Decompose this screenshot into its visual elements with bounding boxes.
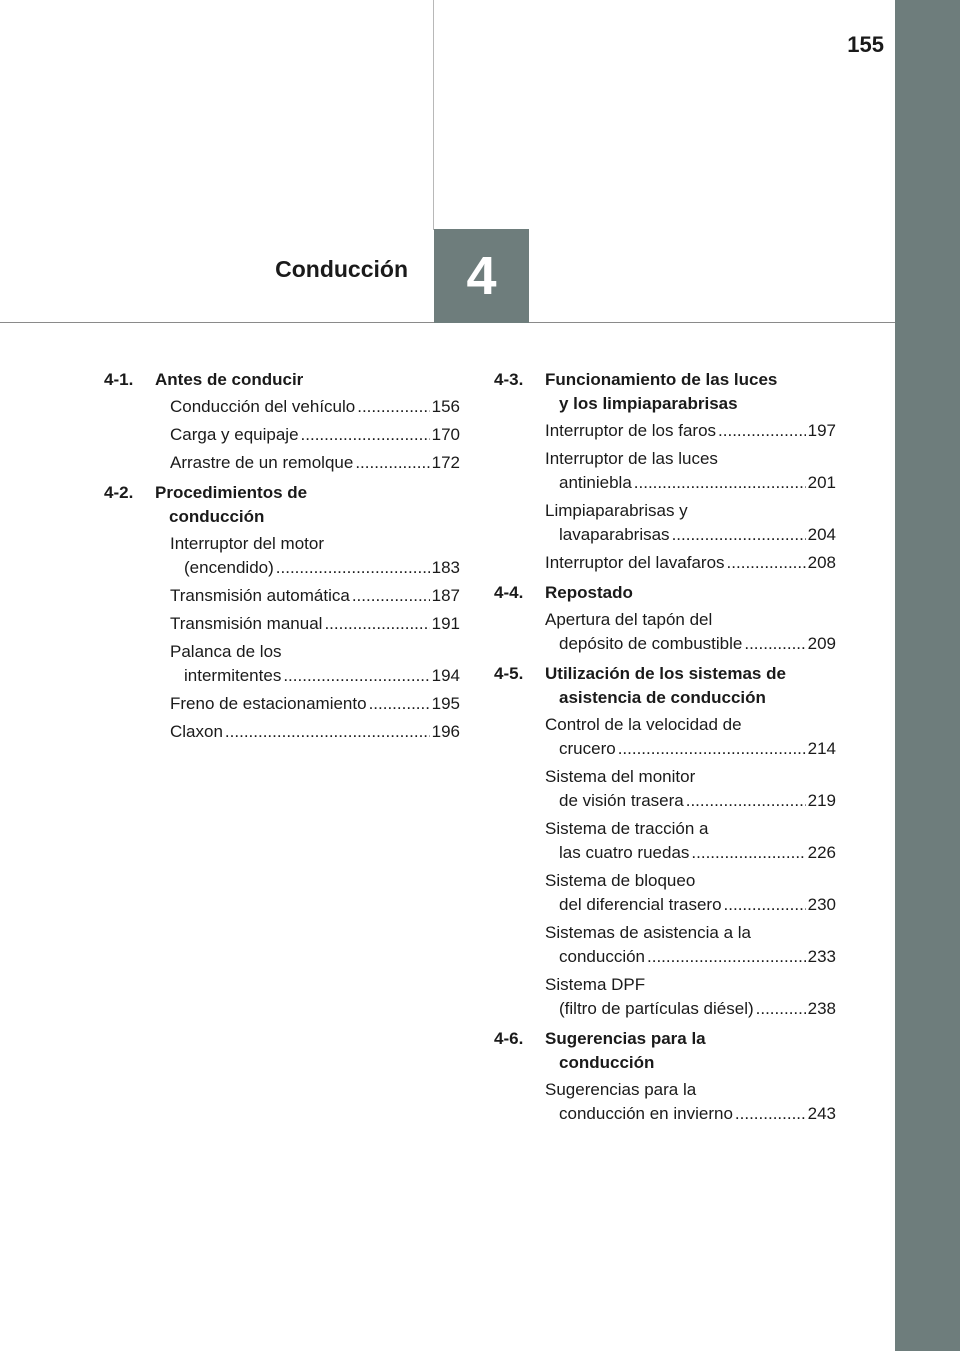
- section-title: [155, 481, 460, 529]
- toc-entry[interactable]: [545, 973, 836, 1021]
- section-title-line: Antes de conducir: [155, 370, 304, 389]
- section-title-line: Procedimientos de: [155, 483, 308, 502]
- dot-leader: [691, 841, 805, 865]
- entry-page-number[interactable]: 191: [431, 614, 460, 633]
- entry-text: Interruptor de las luces: [545, 449, 718, 468]
- section-title: [545, 1027, 836, 1075]
- entry-text: Sistema de tracción a: [545, 819, 709, 838]
- entry-page-number[interactable]: 197: [807, 421, 836, 440]
- entry-text: Limpiaparabrisas y: [545, 501, 688, 520]
- entry-page-number[interactable]: 196: [431, 722, 460, 741]
- entry-leader-row: [545, 737, 836, 761]
- dot-leader: [618, 737, 806, 761]
- toc-entry[interactable]: [545, 499, 836, 547]
- chapter-number-tab: [434, 229, 529, 323]
- entry-leader-row: [170, 395, 460, 419]
- entry-text: (encendido): [184, 558, 274, 577]
- entry-page-number[interactable]: 243: [807, 1104, 836, 1123]
- entry-text: intermitentes: [184, 666, 282, 685]
- section-number: 4-2.: [104, 483, 134, 502]
- toc-section: [494, 662, 836, 1021]
- entry-page-number[interactable]: 214: [807, 739, 836, 758]
- section-heading: [494, 1027, 836, 1075]
- entry-text: lavaparabrisas: [559, 525, 670, 544]
- entry-leader-row: [545, 945, 836, 969]
- entry-text: conducción en invierno: [559, 1104, 733, 1123]
- section-title: [545, 581, 836, 605]
- entry-text: Control de la velocidad de: [545, 715, 742, 734]
- section-title-line: y los limpiaparabrisas: [559, 394, 738, 413]
- entry-page-number[interactable]: 219: [807, 791, 836, 810]
- entry-leader-row: [170, 612, 460, 636]
- entry-page-number[interactable]: 187: [431, 586, 460, 605]
- section-title-line: Sugerencias para la: [545, 1029, 706, 1048]
- toc-entry[interactable]: [545, 1078, 836, 1126]
- entry-leader-row: [170, 664, 460, 688]
- dot-leader: [634, 471, 806, 495]
- entry-leader-row: [545, 841, 836, 865]
- entry-text: Conducción del vehículo: [170, 397, 356, 416]
- entry-page-number[interactable]: 238: [807, 999, 836, 1018]
- toc-entry[interactable]: [170, 532, 460, 580]
- side-tab-band: [895, 0, 960, 1351]
- entry-text: Sistema del monitor: [545, 767, 696, 786]
- entry-text: Transmisión manual: [170, 614, 323, 633]
- section-title: [545, 662, 836, 710]
- entry-text: conducción: [559, 947, 646, 966]
- entry-page-number[interactable]: 183: [431, 558, 460, 577]
- entry-page-number[interactable]: 230: [807, 895, 836, 914]
- dot-leader: [672, 523, 806, 547]
- section-heading: [494, 368, 836, 416]
- toc-section: [104, 368, 460, 475]
- section-heading: [104, 481, 460, 529]
- section-number: 4-1.: [104, 370, 134, 389]
- toc-entry[interactable]: [545, 765, 836, 813]
- toc-entry[interactable]: [545, 608, 836, 656]
- entry-leader-row: [170, 423, 460, 447]
- toc-entry[interactable]: [545, 817, 836, 865]
- entry-page-number[interactable]: 194: [431, 666, 460, 685]
- toc-entry[interactable]: [545, 551, 836, 575]
- chapter-title: Conducción: [275, 256, 408, 282]
- dot-leader: [355, 451, 429, 475]
- entry-text: las cuatro ruedas: [559, 843, 690, 862]
- vertical-rule: [433, 0, 434, 230]
- toc-entry[interactable]: [170, 451, 460, 475]
- entry-text: Interruptor del motor: [170, 534, 325, 553]
- entry-leader-row: [170, 556, 460, 580]
- dot-leader: [724, 893, 806, 917]
- entry-leader-row: [545, 551, 836, 575]
- entry-text: Palanca de los: [170, 642, 282, 661]
- entry-leader-row: [545, 419, 836, 443]
- section-title-line: conducción: [169, 507, 265, 526]
- dot-leader: [744, 632, 805, 656]
- entry-text: Interruptor de los faros: [545, 421, 717, 440]
- section-title-line: asistencia de conducción: [559, 688, 766, 707]
- entry-page-number[interactable]: 209: [807, 634, 836, 653]
- toc-entry[interactable]: [170, 612, 460, 636]
- toc-section: [104, 481, 460, 744]
- entry-page-number[interactable]: 233: [807, 947, 836, 966]
- entry-leader-row: [545, 523, 836, 547]
- section-title-line: Funcionamiento de las luces: [545, 370, 778, 389]
- entry-leader-row: [170, 720, 460, 744]
- entry-text: Carga y equipaje: [170, 425, 299, 444]
- entry-page-number[interactable]: 201: [807, 473, 836, 492]
- dot-leader: [686, 789, 806, 813]
- section-number: 4-5.: [494, 664, 524, 683]
- entry-leader-row: [545, 893, 836, 917]
- dot-leader: [225, 720, 430, 744]
- section-heading: [494, 581, 836, 605]
- entry-text: depósito de combustible: [559, 634, 743, 653]
- section-title-line: conducción: [559, 1053, 655, 1072]
- entry-leader-row: [170, 692, 460, 716]
- toc-entry[interactable]: [545, 713, 836, 761]
- entry-text: Arrastre de un remolque: [170, 453, 354, 472]
- entry-leader-row: [170, 584, 460, 608]
- toc-column-right: [494, 368, 836, 1132]
- dot-leader: [276, 556, 430, 580]
- section-title-line: Repostado: [545, 583, 633, 602]
- toc-entry[interactable]: [545, 921, 836, 969]
- entry-text: Sistemas de asistencia a la: [545, 923, 751, 942]
- entry-page-number[interactable]: 195: [431, 694, 460, 713]
- entry-page-number[interactable]: 156: [431, 397, 460, 416]
- section-title: [155, 368, 460, 392]
- toc-entry[interactable]: [170, 692, 460, 716]
- section-heading: [104, 368, 460, 392]
- section-heading: [494, 662, 836, 710]
- toc-column-left: [104, 368, 460, 750]
- dot-leader: [283, 664, 429, 688]
- entry-text: Claxon: [170, 722, 223, 741]
- entry-text: Freno de estacionamiento: [170, 694, 367, 713]
- entry-text: Apertura del tapón del: [545, 610, 713, 629]
- toc-entry[interactable]: [545, 447, 836, 495]
- dot-leader: [756, 997, 806, 1021]
- entry-text: del diferencial trasero: [559, 895, 722, 914]
- entry-leader-row: [545, 471, 836, 495]
- toc-entry[interactable]: [170, 720, 460, 744]
- dot-leader: [324, 612, 429, 636]
- entry-text: Sistema DPF: [545, 975, 646, 994]
- toc-entry[interactable]: [170, 395, 460, 419]
- entry-text: Sistema de bloqueo: [545, 871, 696, 890]
- entry-text: (filtro de partículas diésel): [559, 999, 754, 1018]
- entry-text: Sugerencias para la: [545, 1080, 697, 1099]
- entry-leader-row: [545, 789, 836, 813]
- entry-text: Interruptor del lavafaros: [545, 553, 725, 572]
- entry-leader-row: [545, 632, 836, 656]
- entry-text: de visión trasera: [559, 791, 684, 810]
- dot-leader: [727, 551, 806, 575]
- entry-page-number[interactable]: 204: [807, 525, 836, 544]
- toc-entry[interactable]: [545, 419, 836, 443]
- chapter-number: 4: [466, 246, 497, 306]
- dot-leader: [647, 945, 806, 969]
- dot-leader: [357, 395, 429, 419]
- entry-leader-row: [545, 997, 836, 1021]
- entry-page-number[interactable]: 170: [431, 425, 460, 444]
- section-title: [545, 368, 836, 416]
- page-number: 155: [847, 32, 884, 57]
- section-number: 4-3.: [494, 370, 524, 389]
- entry-page-number[interactable]: 172: [431, 453, 460, 472]
- entry-text: Transmisión automática: [170, 586, 350, 605]
- toc-entry[interactable]: [170, 584, 460, 608]
- toc-entry[interactable]: [545, 869, 836, 917]
- entry-leader-row: [545, 1102, 836, 1126]
- toc-section: [494, 581, 836, 656]
- section-title-line: Utilización de los sistemas de: [545, 664, 786, 683]
- entry-text: antiniebla: [559, 473, 632, 492]
- entry-page-number[interactable]: 226: [807, 843, 836, 862]
- toc-entry[interactable]: [170, 423, 460, 447]
- toc-entry[interactable]: [170, 640, 460, 688]
- dot-leader: [301, 423, 430, 447]
- entry-text: crucero: [559, 739, 616, 758]
- toc-section: [494, 1027, 836, 1126]
- section-number: 4-4.: [494, 583, 524, 602]
- section-number: 4-6.: [494, 1029, 524, 1048]
- dot-leader: [352, 584, 430, 608]
- dot-leader: [369, 692, 430, 716]
- dot-leader: [735, 1102, 806, 1126]
- entry-page-number[interactable]: 208: [807, 553, 836, 572]
- entry-leader-row: [170, 451, 460, 475]
- toc-section: [494, 368, 836, 575]
- dot-leader: [718, 419, 806, 443]
